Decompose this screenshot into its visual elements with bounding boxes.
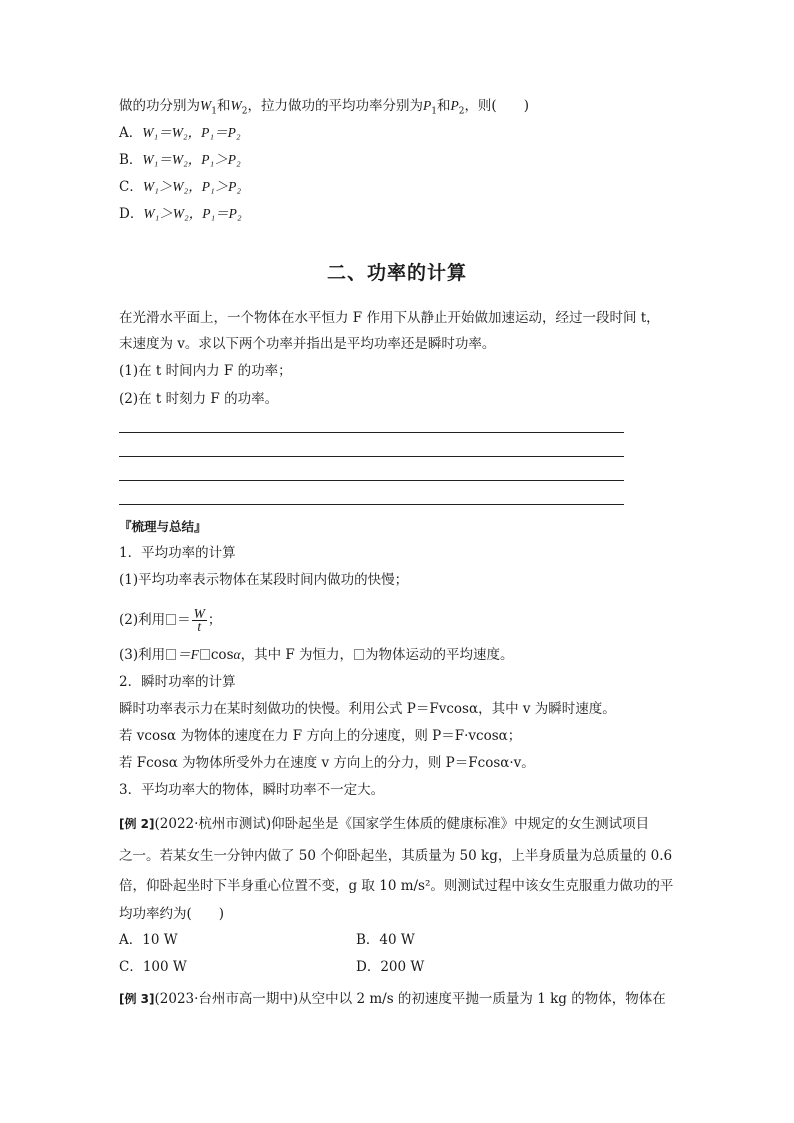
cos-text: cos	[210, 647, 234, 663]
symbol-w1: W	[200, 98, 212, 113]
answer-rule-2	[119, 456, 624, 457]
intro-text-1: 做的功分别为	[119, 98, 200, 114]
symbol-w2-sub: 2	[241, 106, 248, 117]
example-2-option-b	[356, 930, 415, 950]
summary-item-1b	[119, 606, 221, 634]
option-text: 100 W	[142, 959, 187, 975]
problem-line-1: 在光滑水平面上，一个物体在水平恒力 F 作用下从静止开始做加速运动，经过一段时间 t，	[119, 310, 660, 326]
equals-sign: ＝	[177, 612, 191, 628]
intro-text-3: ，则(	[464, 98, 497, 114]
problem-line-2: 末速度为 v。求以下两个功率并指出是平均功率还是瞬时功率。	[119, 336, 496, 352]
example-tag: [例 3]	[119, 992, 155, 1006]
option-b	[119, 150, 241, 170]
symbol-p1-sub: 1	[431, 106, 437, 117]
example-2-option-a	[119, 930, 178, 950]
intro-and-1: 和	[216, 98, 231, 114]
option-letter: B．	[119, 152, 143, 168]
summary-text: 为物体运动的平均速度。	[365, 647, 514, 663]
intro-line	[119, 96, 529, 116]
option-letter: B．	[356, 932, 380, 948]
example-2-line-1	[119, 814, 649, 834]
option-letter: D．	[119, 206, 144, 222]
example-2-line-2: 之一。若某女生一分钟内做了 50 个仰卧起坐，其质量为 50 kg，上半身质量为总质量的 0.6	[119, 848, 673, 864]
summary-text: (3)利用	[119, 647, 166, 663]
example-2-line-3: 倍，仰卧起坐时下半身重心位置不变，g 取 10 m/s²。则测试过程中该女生克服重力做功的平	[119, 878, 674, 894]
fraction-denominator: t	[197, 619, 202, 634]
option-letter: D．	[356, 959, 381, 975]
symbol-w2: W	[230, 98, 242, 113]
option-letter: A．	[119, 125, 143, 141]
fraction-numerator: W	[193, 606, 205, 621]
symbol-p1: P	[422, 98, 432, 113]
summary-text: (2)利用	[119, 612, 166, 628]
fraction	[192, 608, 207, 633]
v-bar-symbol-icon	[200, 649, 210, 660]
alpha-symbol: α	[233, 647, 241, 662]
section-title: 二、功率的计算	[326, 262, 467, 284]
answer-blank	[497, 98, 524, 114]
example-3-line-1	[119, 989, 666, 1009]
example-2-option-c	[119, 957, 187, 977]
example-text: (2022·杭州市测试)仰卧起坐是《国家学生体质的健康标准》中规定的女生测试项目	[154, 816, 650, 832]
summary-item-2b: 若 vcosα 为物体的速度在力 F 方向上的分速度，则 P＝F·vcosα；	[119, 728, 522, 744]
summary-title-1: 1．平均功率的计算	[119, 545, 236, 561]
answer-rule-4	[119, 504, 624, 505]
summary-title-2: 2．瞬时功率的计算	[119, 674, 236, 690]
answer-rule-1	[119, 432, 624, 433]
symbol-w1-sub: 1	[211, 106, 217, 117]
option-letter: A．	[119, 932, 143, 948]
option-text: W₁＞W₂，P₁＞P₂	[142, 179, 242, 194]
summary-item-2a: 瞬时功率表示力在某时刻做功的快慢。利用公式 P＝Fvcosα，其中 v 为瞬时速度。	[119, 701, 616, 717]
intro-close: )	[523, 98, 529, 114]
option-text: W₁＝W₂，P₁＝P₂	[142, 125, 241, 140]
problem-question-2: (2)在 t 时刻力 F 的功率。	[119, 391, 279, 407]
option-text: W₁＞W₂，P₁＝P₂	[143, 206, 242, 221]
option-text: 40 W	[379, 932, 415, 948]
formula-part: ＝F	[177, 647, 199, 662]
p-bar-symbol-icon	[166, 649, 176, 660]
option-a	[119, 123, 241, 143]
symbol-p2: P	[450, 98, 459, 113]
v-bar-symbol-icon	[354, 649, 364, 660]
summary-header: 『梳理与总结』	[119, 519, 207, 534]
example-2-option-d	[356, 957, 424, 977]
summary-text: ，其中 F 为恒力，	[240, 647, 354, 663]
option-d	[119, 204, 242, 224]
symbol-p2-sub: 2	[458, 106, 465, 117]
p-bar-symbol-icon	[166, 614, 176, 625]
intro-text-2: ，拉力做功的平均功率分别为	[247, 98, 423, 114]
summary-punct: ；	[207, 612, 222, 628]
option-letter: C．	[119, 959, 143, 975]
option-text: 200 W	[380, 959, 425, 975]
summary-item-1a: (1)平均功率表示物体在某段时间内做功的快慢；	[119, 572, 409, 588]
summary-item-2c: 若 Fcosα 为物体所受外力在速度 v 方向上的分力，则 P＝Fcosα·v。	[119, 755, 535, 771]
problem-question-1: (1)在 t 时间内力 F 的功率；	[119, 363, 292, 379]
example-text: (2023·台州市高一期中)从空中以 2 m/s 的初速度平抛一质量为 1 kg 的物体，物体在	[154, 991, 666, 1007]
example-2-line-4: 均功率约为( )	[119, 906, 225, 922]
summary-item-1c	[119, 645, 514, 665]
option-text: W₁＝W₂，P₁＞P₂	[142, 152, 241, 167]
example-tag: [例 2]	[119, 817, 155, 831]
summary-item-3: 3．平均功率大的物体，瞬时功率不一定大。	[119, 782, 385, 798]
answer-rule-3	[119, 480, 624, 481]
option-c	[119, 177, 241, 197]
intro-and-2: 和	[436, 98, 451, 114]
option-letter: C．	[119, 179, 143, 195]
option-text: 10 W	[142, 932, 178, 948]
